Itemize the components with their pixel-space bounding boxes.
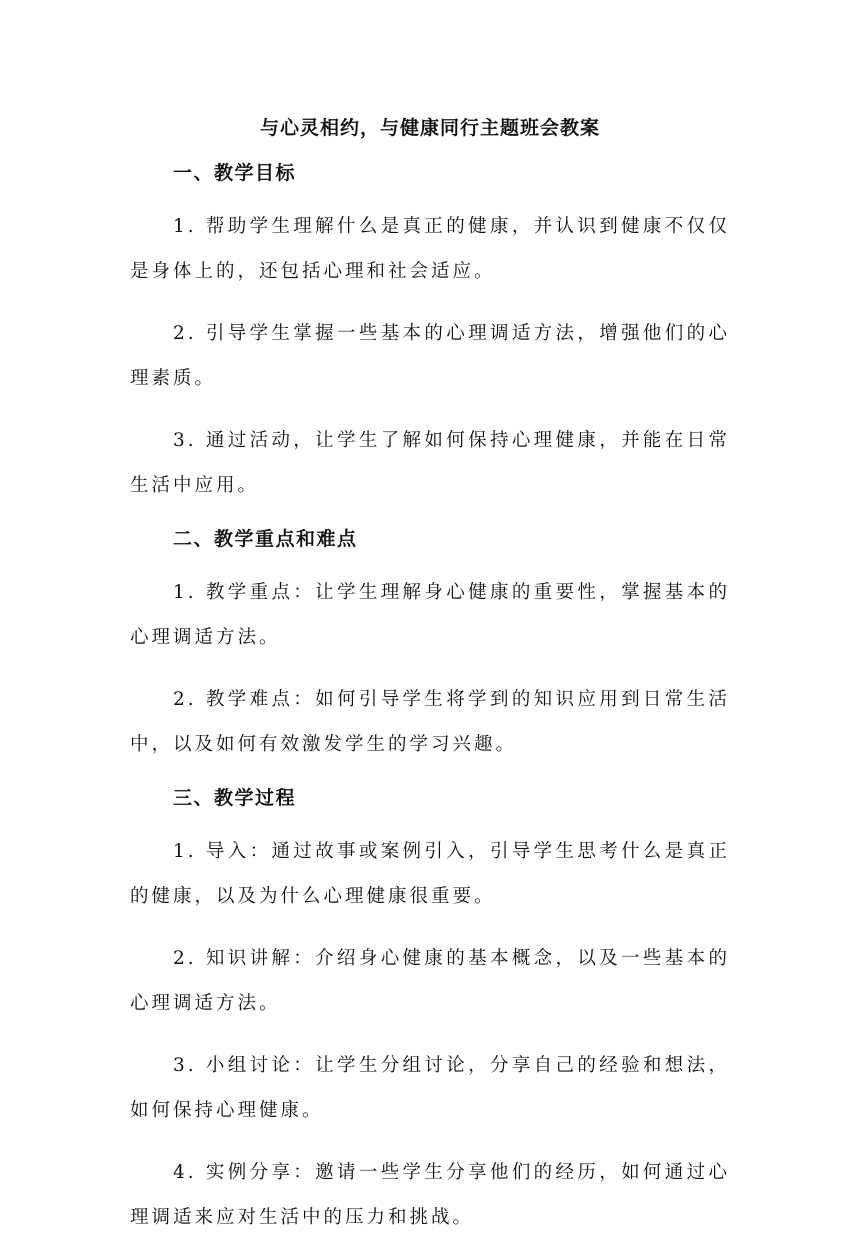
process-item-4: 4. 实例分享：邀请一些学生分享他们的经历，如何通过心理调适来应对生活中的压力和挑战。	[130, 1162, 730, 1228]
key-point-item-1: 1. 教学重点：让学生理解身心健康的重要性，掌握基本的心理调适方法。	[130, 582, 730, 648]
process-item-2: 2. 知识讲解：介绍身心健康的基本概念，以及一些基本的心理调适方法。	[130, 948, 730, 1014]
key-point-item-2: 2. 教学难点：如何引导学生将学到的知识应用到日常生活中，以及如何有效激发学生的学习兴趣。	[130, 689, 730, 755]
process-item-3: 3. 小组讨论：让学生分组讨论，分享自己的经验和想法，如何保持心理健康。	[130, 1055, 730, 1121]
section-heading-key-points: 二、教学重点和难点	[173, 528, 358, 550]
objective-item-1: 1. 帮助学生理解什么是真正的健康，并认识到健康不仅仅是身体上的，还包括心理和社会适应。	[130, 216, 730, 282]
objective-item-3: 3. 通过活动，让学生了解如何保持心理健康，并能在日常生活中应用。	[130, 430, 730, 496]
process-item-1: 1. 导入：通过故事或案例引入，引导学生思考什么是真正的健康，以及为什么心理健康很重要。	[130, 841, 730, 907]
objective-item-2: 2. 引导学生掌握一些基本的心理调适方法，增强他们的心理素质。	[130, 323, 730, 389]
document-title: 与心灵相约，与健康同行主题班会教案	[259, 117, 600, 139]
section-heading-process: 三、教学过程	[173, 787, 297, 809]
section-heading-objectives: 一、教学目标	[173, 162, 297, 184]
